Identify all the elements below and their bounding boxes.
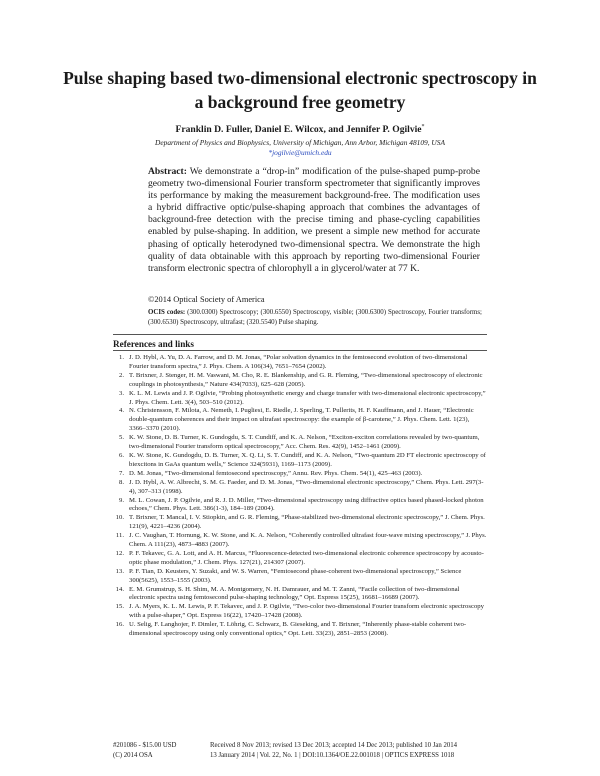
reference-number: 11. — [115, 532, 124, 540]
reference-number: 14. — [115, 585, 124, 593]
abstract-text: We demonstrate a “drop-in” modification of the pulse-shaped pump-probe geometry two-dimensional Fourier transform spectrometer that significantly improves its performance by making the measurement background-free. The modification uses a hybrid diffractive optic/pulse-shaping approach that combines the advantages of background-free detection with the precise timing and phase-cycling capabilities enabled by pulse-shaping. In addition, we present a simple new method for accurate phasing of optically heterodyned two-dimensional spectra. We demonstrate the high quality of data obtainable with this approach by reporting two-dimensional Fourier transform electronic spectra of chlorophyll a in glycerol/water at 77 K. — [148, 166, 480, 274]
reference-item — [113, 479, 487, 497]
reference-number: 9. — [118, 496, 124, 504]
reference-text: E. M. Grumstrup, S. H. Shim, M. A. Montgomery, N. H. Damrauer, and M. T. Zanni, “Facile collection of two-dimensional electronic spectra using femtosecond pulse-shaping technology,” Opt. Express 15(25), 16681–16689 (2007). — [129, 585, 460, 602]
reference-item — [113, 621, 487, 639]
paper-title: Pulse shaping based two-dimensional electronic spectroscopy in a background free geometry — [63, 68, 537, 112]
reference-text: T. Brixner, T. Mancal, I. V. Stiopkin, and G. R. Fleming, “Phase-stabilized two-dimensional electronic spectroscopy,” J. Chem. Phys. 121(9), 4221–4236 (2004). — [129, 514, 485, 531]
affiliation-block — [60, 138, 540, 158]
reference-text: U. Selig, F. Langhojer, F. Dimler, T. Löhrig, C. Schwarz, B. Gieseking, and T. Brixner, “Inherently phase-stable coherent two-dimensional spectroscopy using only conventional optics,” Opt. Lett. 33(23), 2851–2853 (2008). — [129, 621, 467, 638]
reference-item — [113, 470, 487, 479]
reference-item — [113, 354, 487, 372]
reference-number: 13. — [115, 567, 124, 575]
reference-item — [113, 434, 487, 452]
reference-number: 7. — [118, 469, 124, 477]
reference-item — [113, 390, 487, 408]
reference-number: 3. — [118, 389, 124, 397]
footer-copyright: (C) 2014 OSA — [113, 752, 153, 759]
author-names: Franklin D. Fuller, Daniel E. Wilcox, and Jennifer P. Ogilvie — [175, 124, 422, 136]
reference-text: K. L. M. Lewis and J. P. Ogilvie, “Probing photosynthetic energy and charge transfer with two-dimensional electronic spectroscopy,” J. Phys. Chem. Lett. 3(4), 503–510 (2012). — [129, 389, 486, 406]
reference-list — [113, 354, 487, 639]
reference-text: M. L. Cowan, J. P. Ogilvie, and R. J. D. Miller, “Two-dimensional spectroscopy using diffractive optics based phased-locked photon echoes,” Chem. Phys. Lett. 386(1-3), 184–189 (2004). — [129, 496, 484, 513]
reference-item — [113, 452, 487, 470]
corresponding-author-mark: * — [421, 124, 425, 130]
reference-item — [113, 514, 487, 532]
reference-item — [113, 497, 487, 515]
reference-text: J. A. Myers, K. L. M. Lewis, P. F. Tekavec, and J. P. Ogilvie, “Two-color two-dimensional Fourier transform electronic spectroscopy with a pulse-shaper,” Opt. Express 16(22), 17420–17428 (2008). — [129, 603, 484, 620]
reference-text: D. M. Jonas, “Two-dimensional femtosecond spectroscopy,” Annu. Rev. Phys. Chem. 54(1), 425–463 (2003). — [129, 469, 423, 477]
references-divider — [113, 350, 487, 351]
abstract — [148, 166, 480, 275]
ocis-codes — [148, 308, 482, 328]
footer-journal-info: 13 January 2014 | Vol. 22, No. 1 | DOI:10.1364/OE.22.001018 | OPTICS EXPRESS 1018 — [210, 752, 455, 759]
reference-item — [113, 586, 487, 604]
reference-number: 15. — [115, 603, 124, 611]
reference-number: 6. — [118, 451, 124, 459]
author-list — [60, 124, 540, 135]
reference-item — [113, 407, 487, 434]
reference-item — [113, 550, 487, 568]
reference-number: 10. — [115, 514, 124, 522]
reference-text: K. W. Stone, K. Gundogdu, D. B. Turner, X. Q. Li, S. T. Cundiff, and K. A. Nelson, “Two-quantum 2D FT electronic spectroscopy of biexcitons in GaAs quantum wells,” Science 324(5931), 1169–1173 (2009). — [129, 451, 486, 468]
reference-number: 1. — [118, 354, 124, 361]
copyright-notice: ©2014 Optical Society of America — [148, 295, 265, 304]
reference-text: J. C. Vaughan, T. Hornung, K. W. Stone, and K. A. Nelson, “Coherently controlled ultrafast four-wave mixing spectroscopy,” J. Phys. Chem. A 111(23), 4873–4883 (2007). — [129, 532, 487, 549]
reference-item — [113, 603, 487, 621]
reference-number: 5. — [118, 434, 124, 442]
footer-price: #201086 - $15.00 USD — [113, 742, 177, 749]
reference-item — [113, 372, 487, 390]
ocis-label: OCIS codes: — [148, 309, 186, 316]
reference-text: T. Brixner, J. Stenger, H. M. Vaswani, M. Cho, R. E. Blankenship, and G. R. Fleming, “Two-dimensional spectroscopy of electronic couplings in photosynthesis,” Nature 434(7033), 625–628 (2005). — [129, 371, 483, 388]
reference-number: 12. — [115, 549, 124, 557]
affiliation: Department of Physics and Biophysics, University of Michigan, Ann Arbor, Michigan 48109, USA — [155, 138, 445, 147]
reference-number: 8. — [118, 478, 124, 486]
reference-text: P. F. Tekavec, G. A. Lott, and A. H. Marcus, “Fluorescence-detected two-dimensional electronic coherence spectroscopy by acousto-optic phase modulation,” J. Chem. Phys. 127(21), 214307 (2007). — [129, 549, 484, 566]
reference-item — [113, 568, 487, 586]
ocis-text: (300.0300) Spectroscopy; (300.6550) Spectroscopy, visible; (300.6300) Spectroscopy, Fourier transforms; (300.6530) Spectroscopy, ultrafast; (320.5540) Pulse shaping. — [148, 309, 482, 326]
reference-text: P. F. Tian, D. Keusters, Y. Suzaki, and W. S. Warren, “Femtosecond phase-coherent two-dimensional spectroscopy,” Science 300(5625), 1553–1555 (2003). — [129, 567, 462, 584]
footer-dates: Received 8 Nov 2013; revised 13 Dec 2013; accepted 14 Dec 2013; published 10 Jan 2014 — [210, 742, 458, 749]
reference-item — [113, 532, 487, 550]
references-heading: References and links — [113, 339, 194, 349]
reference-number: 2. — [118, 371, 124, 379]
reference-number: 16. — [115, 621, 124, 629]
reference-number: 4. — [118, 407, 124, 415]
author-email[interactable]: *jogilvie@umich.edu — [268, 148, 332, 157]
abstract-label: Abstract: — [148, 166, 187, 177]
reference-text: N. Christensson, F. Milota, A. Nemeth, I. Pugliesi, E. Riedle, J. Sperling, T. Pullerits, H. F. Kauffmann, and J. Hauer, “Electronic double-quantum coherences and their impact on ultrafast spectroscopy: the example of β-carotene,” J. Phys. Chem. Lett. 1(23), 3366–3370 (2010). — [129, 407, 474, 433]
reference-text: K. W. Stone, D. B. Turner, K. Gundogdu, S. T. Cundiff, and K. A. Nelson, “Exciton-exciton correlations revealed by two-quantum, two-dimensional Fourier transform optical spectroscopy,” Acc. Chem. Res. 42(9), 1452–1461 (2009). — [129, 434, 480, 451]
top-divider — [113, 334, 487, 335]
reference-text: J. D. Hybl, A. W. Albrecht, S. M. G. Faeder, and D. M. Jonas, “Two-dimensional electronic spectroscopy,” Chem. Phys. Lett. 297(3-4), 307–313 (1998). — [129, 478, 484, 495]
reference-text: J. D. Hybl, A. Yu, D. A. Farrow, and D. M. Jonas, “Polar solvation dynamics in the femtosecond evolution of two-dimensional Fourier transform spectra,” J. Phys. Chem. A 106(34), 7651–7654 (2002). — [129, 354, 468, 370]
